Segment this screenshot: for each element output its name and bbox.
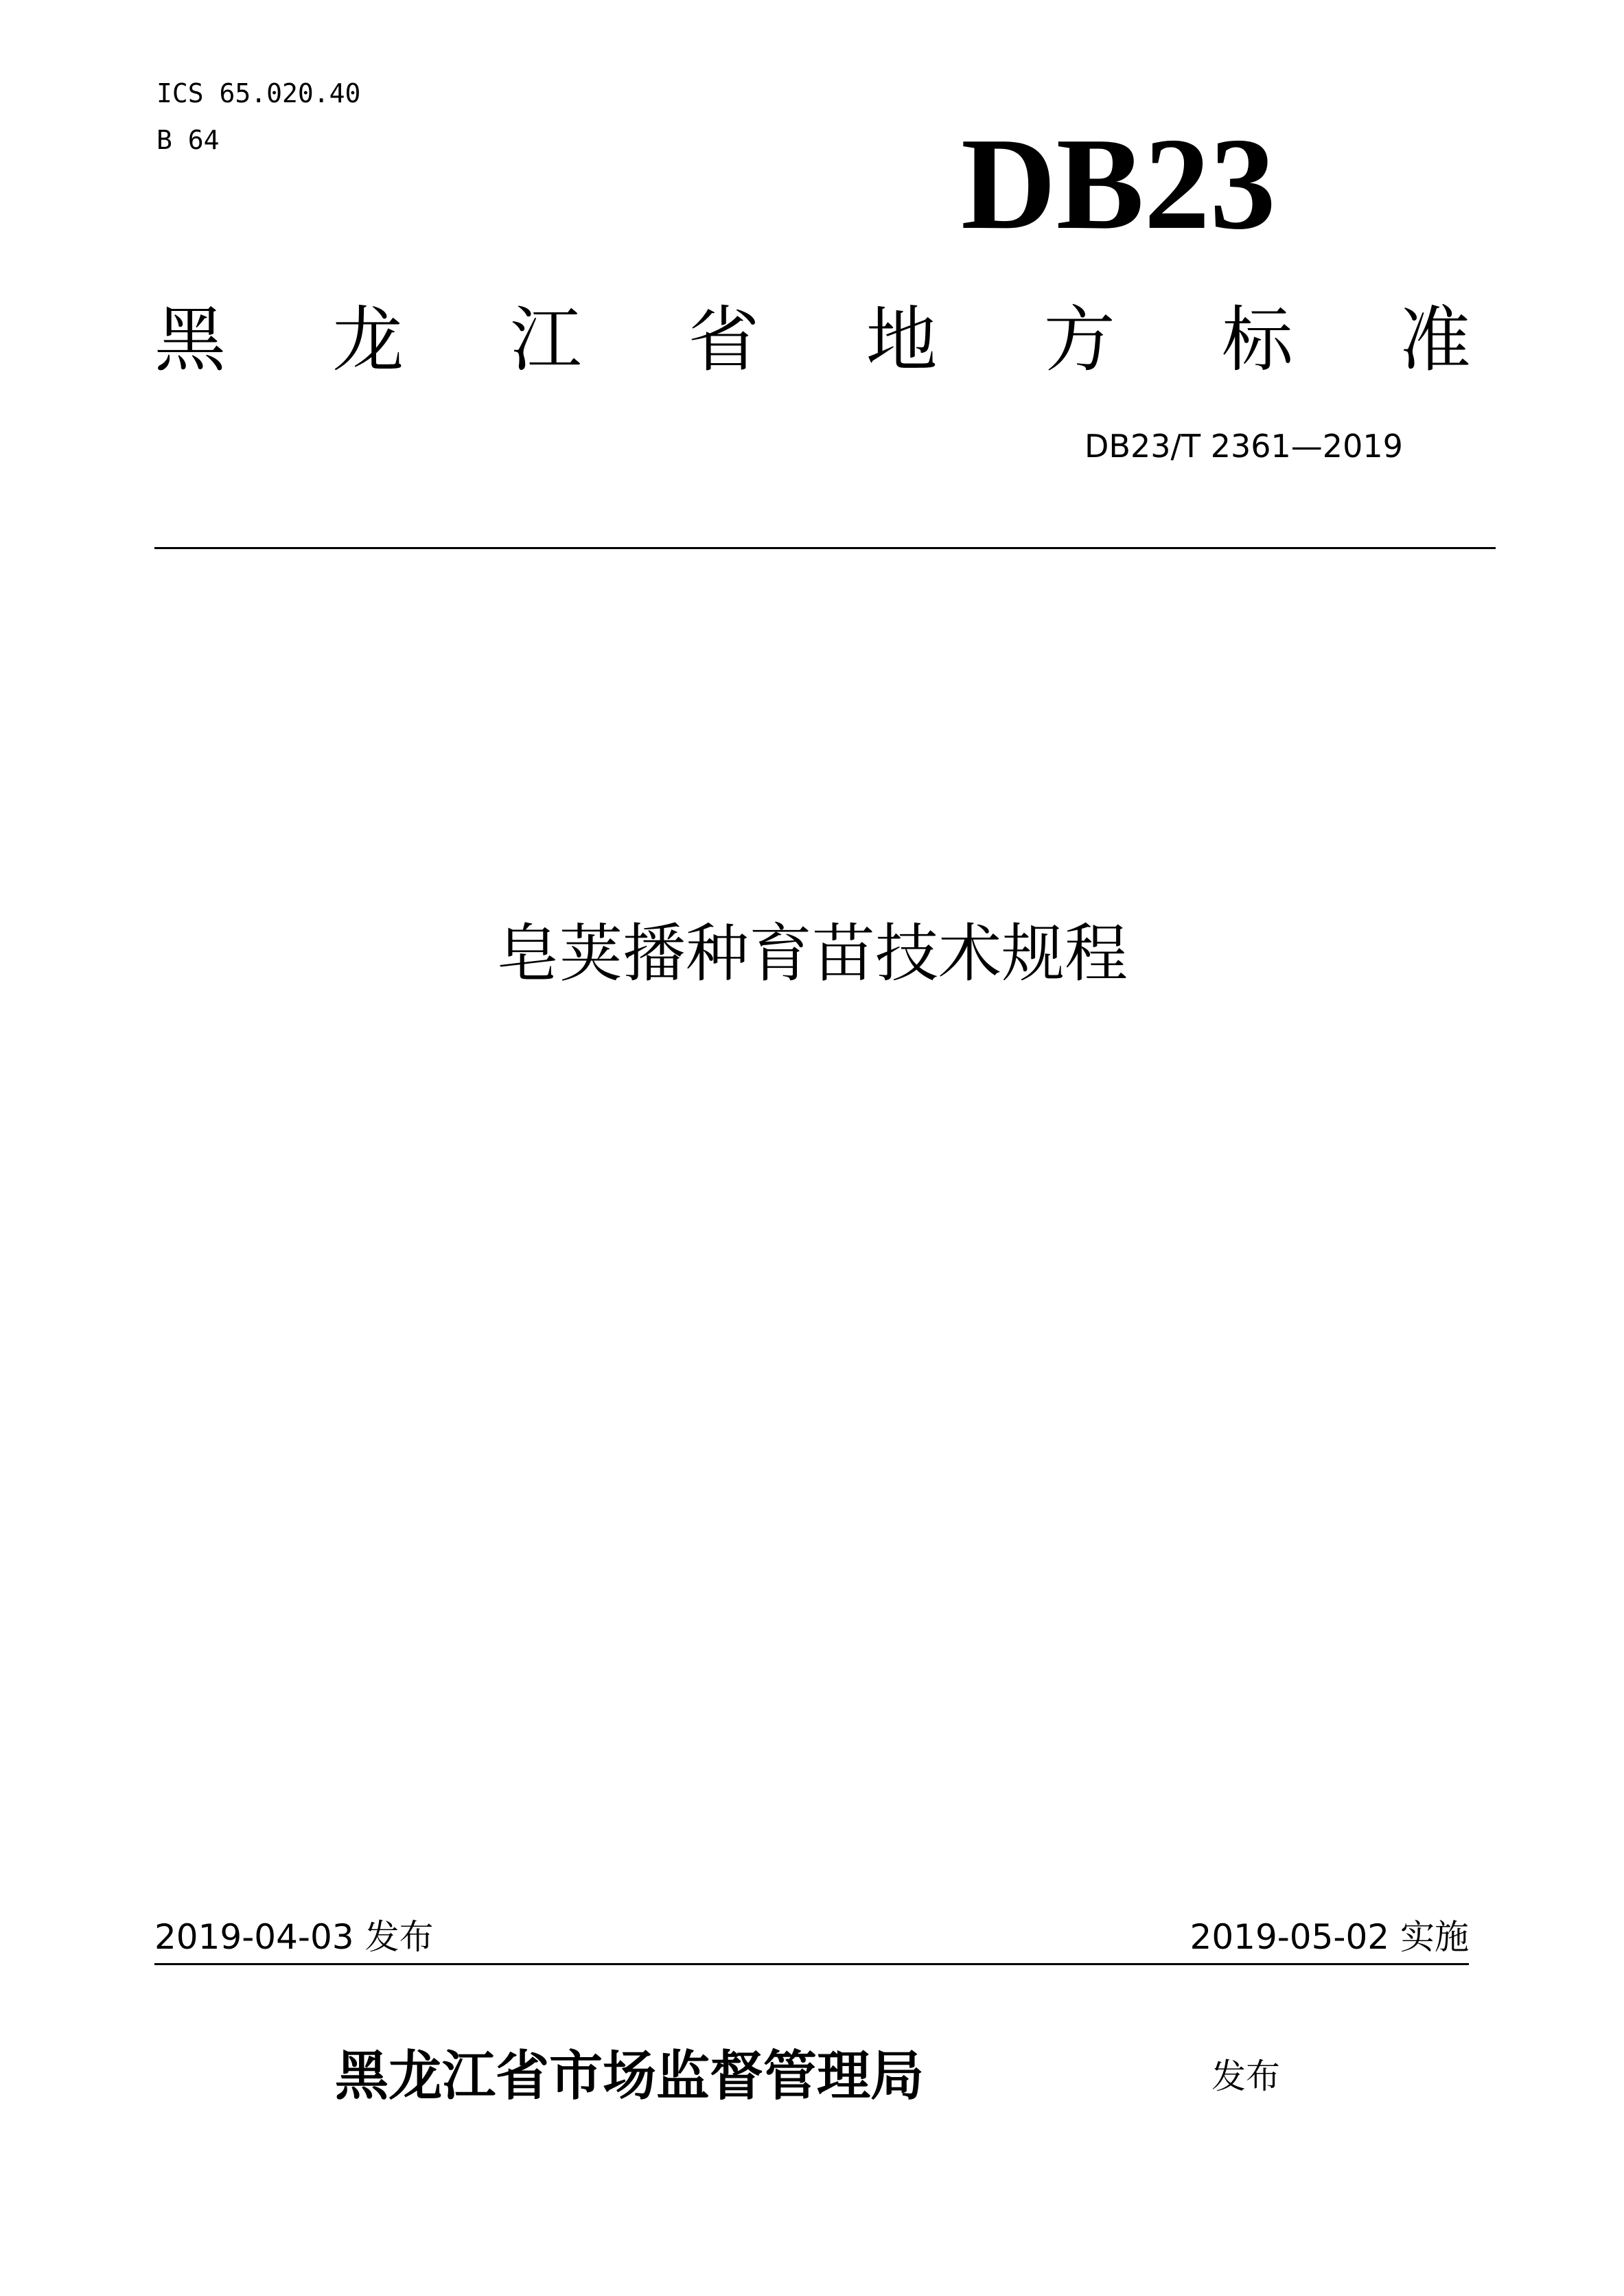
standard-number: DB23/T 2361—2019 <box>1084 428 1403 465</box>
standard-type-char: 江 <box>510 298 582 382</box>
standard-mark: DB23 <box>961 111 1276 257</box>
ics-code: ICS 65.020.40 <box>156 78 361 108</box>
standard-type-char: 龙 <box>332 298 404 382</box>
standard-type-char: 准 <box>1399 298 1471 382</box>
bottom-divider <box>154 1963 1469 1965</box>
standard-type-char: 地 <box>866 298 938 382</box>
implementation-date: 2019-05-02 实施 <box>1190 1917 1469 1957</box>
standard-type-char: 省 <box>688 298 760 382</box>
top-divider <box>154 547 1496 549</box>
ccs-code: B 64 <box>156 125 220 155</box>
standard-type-char: 标 <box>1221 298 1293 382</box>
standard-type-char: 黑 <box>154 298 227 382</box>
standard-type-char: 方 <box>1043 298 1115 382</box>
issue-date: 2019-04-03 发布 <box>154 1917 434 1957</box>
standard-type-heading <box>154 295 1471 384</box>
document-title: 皂荚播种育苗技术规程 <box>496 917 1128 990</box>
issuing-suffix: 发布 <box>1211 2056 1280 2096</box>
issuing-authority: 黑龙江省市场监督管理局 <box>335 2045 925 2107</box>
